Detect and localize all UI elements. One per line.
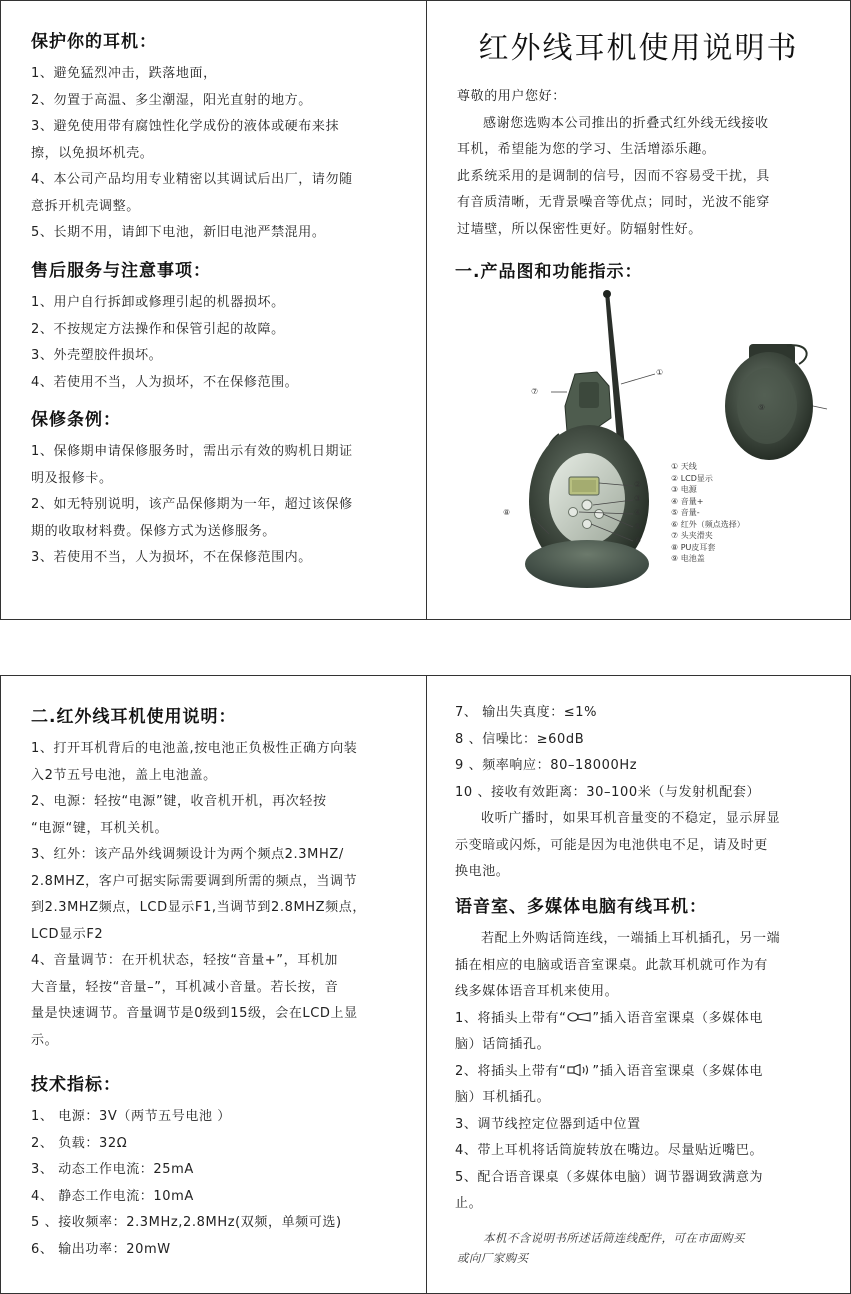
wired-line: 插在相应的电脑或语音室课桌。此款耳机就可作为有 [455,957,768,973]
care-line: 擦，以免损坏机壳。 [31,145,154,161]
legend-item: ⑦ 头夹滑夹 [671,531,713,540]
after-sales-line: 4、若使用不当，人为损坏，不在保修范围。 [31,374,299,390]
warranty-section [31,407,404,572]
care-line: 意拆开机壳调整。 [31,198,140,214]
infrared-button-icon [583,520,592,529]
headphone-illustration [487,286,847,606]
legend-item: ⑥ 红外（频点选择） [671,519,745,529]
callout-power: ③ [634,494,642,503]
warranty-line: 明及报修卡。 [31,470,113,486]
spec-line: 8 、信噪比：≥60dB [455,731,585,747]
usage-line: 1、打开耳机背后的电池盖,按电池正负极性正确方向装 [31,741,358,756]
legend-item: ④ 音量+ [671,496,704,506]
warranty-line: 2、如无特别说明，该产品保修期为一年，超过该保修 [31,497,353,512]
legend-item: ③ 电源 [671,485,697,494]
function-legend [671,461,791,581]
usage-section [31,704,404,1054]
legend-item: ② LCD显示 [671,473,713,483]
manual-page-3 [0,675,427,1294]
spec-line: 1、 电源：3V（两节五号电池 ） [31,1109,231,1124]
callout-volume-up: ④ [634,508,642,517]
warranty-line: 期的收取材料费。保修方式为送修服务。 [31,523,276,539]
legend-item: ⑤ 音量- [671,508,700,517]
warranty-line: 1、保修期申请保修服务时，需出示有效的购机日期证 [31,444,353,459]
usage-line: 到2.3MHZ频点，LCD显示F1,当调节到2.8MHZ频点， [31,900,366,915]
wired-line: 若配上外购话筒连线，一端插上耳机插孔，另一端 [481,931,781,946]
spec-line: 7、 输出失真度：≤1% [455,705,598,720]
accessory-note [457,1228,828,1268]
legend-item: ① 天线 [671,462,697,471]
wired-line: 4、带上耳机将话筒旋转放在嘴边。尽量贴近嘴巴。 [455,1143,764,1158]
usage-line: “电源“键，耳机关机。 [31,820,169,836]
control-face [549,453,625,545]
after-sales-line: 1、用户自行拆卸或修理引起的机器损坏。 [31,295,285,310]
usage-line: 量是快速调节。音量调节是0级到15级，会在LCD上显 [31,1006,358,1021]
spec-line: 6、 输出功率：20mW [31,1241,171,1257]
wired-heading: 语音室、多媒体电脑有线耳机： [455,897,707,917]
after-sales-heading: 售后服务与注意事项： [31,261,211,281]
manual-page-4 [426,675,851,1294]
usage-line: 大音量，轻按“音量–”，耳机减小音量。若长按，音 [31,979,339,995]
callout-lcd: ② [634,480,642,489]
intro-section [457,84,828,243]
usage-line: 4、音量调节：在开机状态，轻按“音量+”，耳机加 [31,953,339,968]
specs-heading: 技术指标： [31,1075,121,1095]
intro-line: 此系统采用的是调制的信号，因而不容易受干扰，具 [457,168,770,184]
warranty-heading: 保修条例： [31,410,121,430]
care-section [31,29,404,247]
spec-line: 2、 负载：32Ω [31,1135,128,1151]
callout-cushion: ⑧ [503,508,511,517]
spec-line: 3、 动态工作电流：25mA [31,1162,194,1177]
care-heading: 保护你的耳机： [31,32,157,52]
greeting: 尊敬的用户您好： [457,89,566,104]
care-line: 4、本公司产品均用专业精密以其调试后出厂，请勿随 [31,172,353,187]
battery-tip-line: 收听广播时，如果耳机音量变的不稳定，显示屏显 [481,811,781,826]
wired-step-1: 1、将插头上带有“ ”插入语音室课桌（多媒体电 [455,1010,763,1026]
intro-line: 过墙壁，所以保密性更好。防辐射性好。 [457,221,702,237]
speaker-plug-icon [566,1064,592,1076]
warranty-line: 3、若使用不当，人为损坏，不在保修范围内。 [31,550,312,565]
power-button-icon [582,500,592,510]
callout-antenna: ① [656,368,664,377]
after-sales-line: 3、外壳塑胶件损坏。 [31,348,163,363]
specs-continued [455,700,828,886]
callout-volume-down: ⑤ [634,522,642,531]
wired-line: 3、调节线控定位器到适中位置 [455,1116,641,1132]
note-line: 本机不含说明书所述话筒连线配件，可在市面购买 [483,1231,745,1245]
wired-section [455,894,828,1218]
ear-cushion-icon [525,540,649,588]
intro-line: 耳机，希望能为您的学习、生活增添乐趣。 [457,142,716,157]
callout-headband: ⑦ [531,387,539,396]
product-diagram-heading: 一.产品图和功能指示： [455,262,643,282]
usage-line: 入2节五号电池，盖上电池盖。 [31,767,217,783]
care-line: 1、避免猛烈冲击，跌落地面， [31,66,217,81]
usage-line: 2.8MHZ，客户可据实际需要调到所需的频点，当调节 [31,873,358,889]
spec-line: 4、 静态工作电流：10mA [31,1188,194,1204]
spec-line: 5 、接收频率：2.3MHz,2.8MHz(双频，单频可选) [31,1215,342,1230]
volume-down-button-icon [595,510,604,519]
wired-step-2: 2、将插头上带有“ ”插入语音室课桌（多媒体电 [455,1063,763,1079]
manual-title: 红外线耳机使用说明书 [478,31,799,66]
wired-line: 5、配合语音课桌（多媒体电脑）调节器调致满意为 [455,1169,764,1185]
care-line: 3、避免使用带有腐蚀性化学成份的液体或硬布来抹 [31,119,340,134]
microphone-plug-icon [566,1011,592,1023]
battery-tip-line: 换电池。 [455,864,510,879]
usage-line: 2、电源：轻按“电源”键，收音机开机，再次轻按 [31,794,327,809]
callout-infrared: ⑥ [634,536,642,545]
manual-page-2 [426,0,851,620]
usage-line: LCD显示F2 [31,926,104,942]
after-sales-line: 2、不按规定方法操作和保管引起的故障。 [31,321,285,337]
manual-page-1 [0,0,427,620]
specs-section [31,1072,404,1263]
intro-line: 感谢您选购本公司推出的折叠式红外线无线接收 [483,115,769,131]
after-sales-section [31,258,404,396]
care-line: 2、勿置于高温、多尘潮湿，阳光直射的地方。 [31,92,312,108]
usage-line: 示。 [31,1032,59,1048]
intro-line: 有音质清晰，无背景噪音等优点；同时，光波不能穿 [457,195,770,210]
spec-line: 9 、频率响应：80–18000Hz [455,758,638,773]
usage-heading: 二.红外线耳机使用说明： [31,707,237,727]
wired-line: 止。 [455,1196,483,1211]
legend-item: ⑧ PU皮耳套 [671,542,716,552]
spec-line: 10 、接收有效距离：30–100米（与发射机配套） [455,784,761,800]
wired-line: 线多媒体语音耳机来使用。 [455,984,619,999]
volume-up-button-icon [569,508,578,517]
legend-item: ⑨ 电池盖 [671,554,705,563]
callout-battery-cover: ⑨ [758,403,766,412]
note-line: 或向厂家购买 [457,1251,529,1265]
care-line: 5、长期不用，请卸下电池，新旧电池严禁混用。 [31,225,326,240]
battery-tip-line: 示变暗或闪烁，可能是因为电池供电不足，请及时更 [455,837,768,853]
wired-line: 脑）话筒插孔。 [455,1037,551,1052]
wired-line: 脑）耳机插孔。 [455,1090,551,1105]
usage-line: 3、红外：该产品外线调频设计为两个频点2.3MHZ/ [31,847,344,862]
